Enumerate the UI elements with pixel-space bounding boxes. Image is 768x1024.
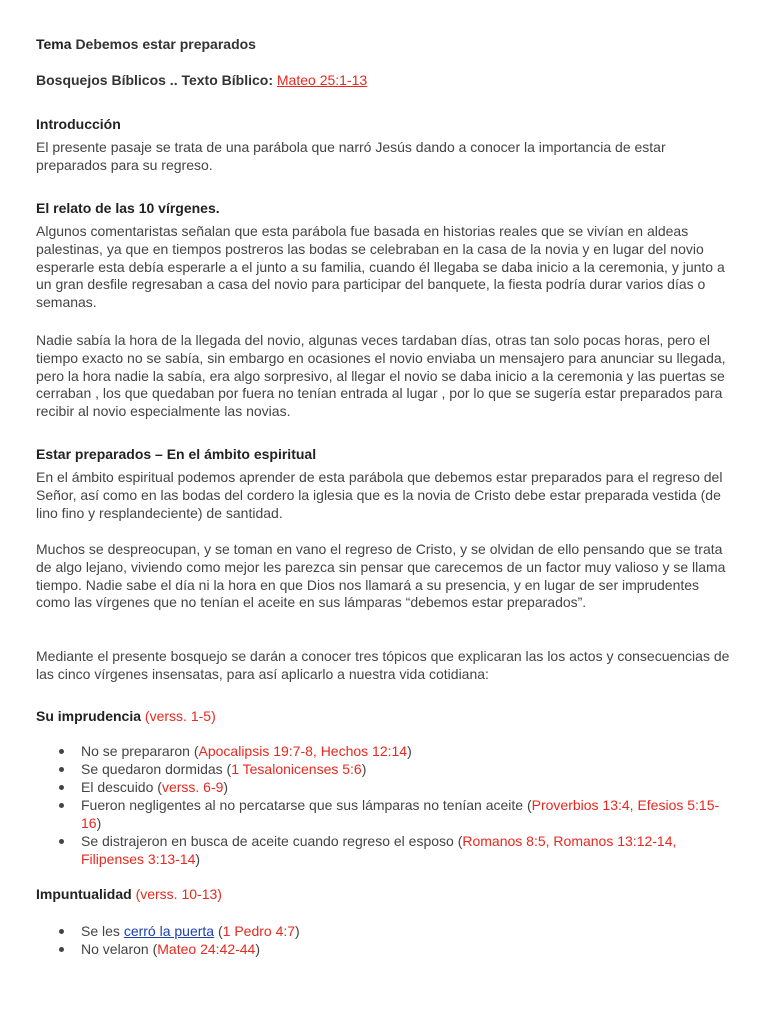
tema-label: Tema xyxy=(36,36,72,52)
list-item: Se les cerró la puerta (1 Pedro 4:7) xyxy=(36,922,736,940)
relato-paragraph-2: Nadie sabía la hora de la llegada del novio, algunas veces tardaban días, otras tan solo pocas horas, pero el tiempo exacto no se sabía, sin embargo en ocasiones el novio enviaba un mensajero para anunciar su llegada, pero la hora nadie la sabía, era algo sorpresivo, al llegar el novio se daba inicio a la ceremonia y las puertas se cerraban , los que quedaban por fuera no tenían entrada al lugar , por lo que se sugería estar preparados para recibir al novio especialmente las novias. xyxy=(36,332,726,420)
impuntualidad-list xyxy=(36,922,736,958)
verse-ref: Mateo 24:42-44 xyxy=(157,941,256,957)
verse-ref: Proverbios 13:4, Efesios 5:15-16 xyxy=(81,797,720,831)
verse-ref: Romanos 8:5, Romanos 13:12-14, Filipenses 3:13-14 xyxy=(81,833,677,867)
list-item: El descuido (verss. 6-9) xyxy=(36,778,736,796)
intro-paragraph: El presente pasaje se trata de una parábola que narró Jesús dando a conocer la importancia de estar preparados para su regreso. xyxy=(36,139,666,173)
imprudencia-ref: verss. 1-5 xyxy=(149,708,212,724)
verse-ref: verss. 6-9 xyxy=(161,779,224,795)
source-ref-link[interactable]: Mateo 25:1-13 xyxy=(276,72,368,88)
imprudencia-title: Su imprudencia xyxy=(36,708,142,724)
verse-ref: 1 Tesalonicenses 5:6 xyxy=(231,761,362,777)
impuntualidad-ref: verss. 10-13 xyxy=(140,886,218,902)
cerro-la-puerta-link[interactable]: cerró la puerta xyxy=(123,923,215,939)
espiritual-paragraph-3: Mediante el presente bosquejo se darán a conocer tres tópicos que explicaran las los actos y consecuencias de las cinco vírgenes insensatas, para así aplicarlo a nuestra vida cotidiana: xyxy=(36,648,730,682)
tema-value: Debemos estar preparados xyxy=(75,36,256,52)
intro-heading: Introducción xyxy=(36,116,121,132)
verse-ref: 1 Pedro 4:7 xyxy=(222,923,296,939)
espiritual-heading: Estar preparados – En el ámbito espiritual xyxy=(36,446,317,462)
list-item: Fueron negligentes al no percatarse que sus lámparas no tenían aceite (Proverbios 13:4, Efesios 5:15-16) xyxy=(36,796,736,832)
impuntualidad-heading: Impuntualidad (verss. 10-13) xyxy=(36,886,222,902)
source-label: Bosquejos Bíblicos .. Texto Bíblico: xyxy=(36,72,273,88)
relato-heading: El relato de las 10 vírgenes. xyxy=(36,200,220,216)
list-item: Se quedaron dormidas (1 Tesalonicenses 5:6) xyxy=(36,760,736,778)
impuntualidad-title: Impuntualidad xyxy=(36,886,132,902)
source-line xyxy=(36,72,367,88)
list-item: No se prepararon (Apocalipsis 19:7-8, Hechos 12:14) xyxy=(36,742,736,760)
relato-paragraph-1: Algunos comentaristas señalan que esta parábola fue basada en historias reales que se vivían en aldeas palestinas, ya que en tiempos postreros las bodas se celebraban en la casa de la novia y en lugar del novio esperarle esta debía esperarle a el junto a su familia, cuando él llegaba se daba inicio a la ceremonia, y junto a un gran desfile regresaban a casa del novio para participar del banquete, la fiesta podría durar varios días o semanas. xyxy=(36,223,725,311)
espiritual-paragraph-1: En el ámbito espiritual podemos aprender de esta parábola que debemos estar preparados para el regreso del Señor, así como en las bodas del cordero la iglesia que es la novia de Cristo debe estar preparada vestida (de lino fino y resplandeciente) de santidad. xyxy=(36,469,723,521)
list-item: No velaron (Mateo 24:42-44) xyxy=(36,940,736,958)
imprudencia-list xyxy=(36,742,736,868)
verse-ref: Apocalipsis 19:7-8, Hechos 12:14 xyxy=(198,743,408,759)
imprudencia-heading: Su imprudencia (verss. 1-5) xyxy=(36,708,216,724)
tema-line xyxy=(36,36,256,52)
list-item: Se distrajeron en busca de aceite cuando regreso el esposo (Romanos 8:5, Romanos 13:12-14, Filipenses 3:13-14) xyxy=(36,832,736,868)
espiritual-paragraph-2: Muchos se despreocupan, y se toman en vano el regreso de Cristo, y se olvidan de ello pensando que se trata de algo lejano, viviendo como mejor les parezca sin pensar que carecemos de un factor muy valioso y se llama tiempo. Nadie sabe el día ni la hora en que Dios nos llamará a su presencia, y en lugar de ser imprudentes como las vírgenes que no tenían el aceite en sus lámparas “debemos estar preparados”. xyxy=(36,541,726,611)
